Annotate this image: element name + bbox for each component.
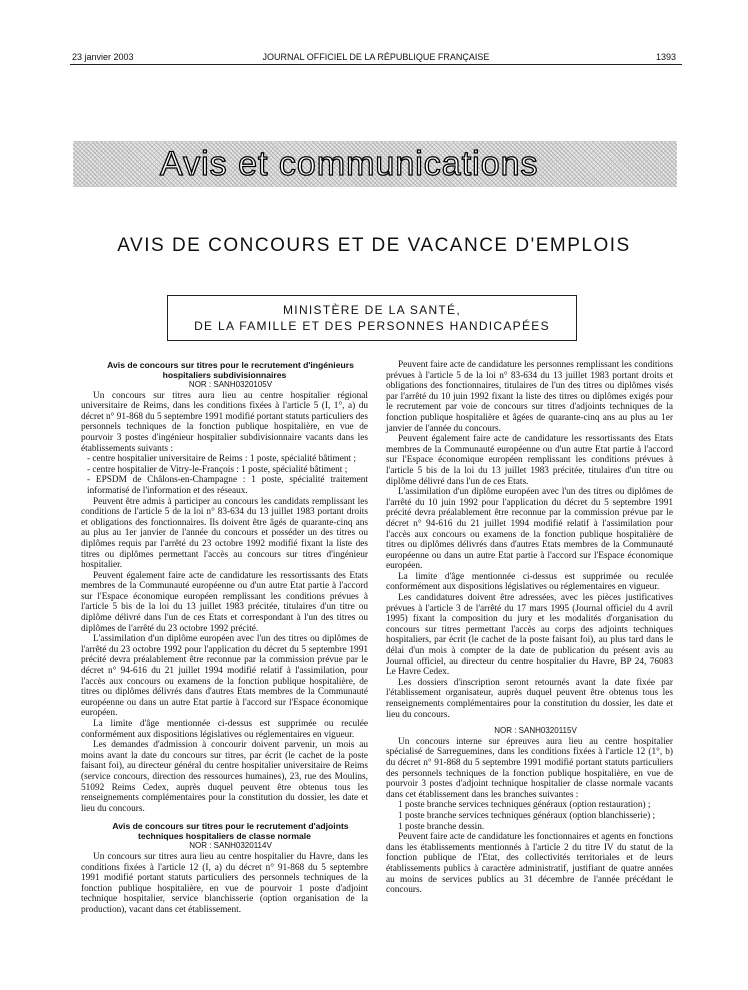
section-banner <box>73 141 677 187</box>
right-column <box>386 360 673 896</box>
nor-reference-2: NOR : SANH0320114V <box>189 841 272 851</box>
list-item: 1 poste branche services techniques généraux (option blanchisserie) ; <box>398 810 656 821</box>
paragraph: L'assimilation d'un diplôme européen avec l'un des titres ou diplômes de l'arrêté du 10 juin 1992 pour l'application du décret du 5 septembre 1991 précité devra préalablement être reconnue par la commission prévue par le décret n° 94-616 du 21 juillet 1994 modifié relatif à l'assimilation pour l'accès aux concours ou examens de la fonction publique hospitalière de titres ou diplômes délivrés dans d'autres Etats membres de la Communauté européenne ou dans un autre Etat partie à l'accord sur l'Espace économique européen. <box>386 487 673 572</box>
list-item: - EPSDM de Châlons-en-Champagne : 1 poste, spécialité traitement informatisé de l'information et des réseaux. <box>87 475 368 496</box>
paragraph: Les demandes d'admission à concourir doivent parvenir, un mois au moins avant la date du concours sur titres, par écrit (le cachet de la poste faisant foi), au directeur général du centre hospitalier universitaire de Reims (service concours, direction des ressources humaines), 23, rue des Moulins, 51092 Reims Cedex, auprès duquel peuvent être obtenus tous les renseignements complémentaires pour la constitution du dossier, les date et lieu du concours. <box>81 740 368 814</box>
header-journal-title: JOURNAL OFFICIEL DE LA RÉPUBLIQUE FRANÇAISE <box>262 52 490 62</box>
notice-title-1: Avis de concours sur titres pour le recrutement d'ingénieurs hospitaliers subdivisionnaires <box>107 360 354 380</box>
page-header <box>70 50 682 65</box>
section-title: AVIS DE CONCOURS ET DE VACANCE D'EMPLOIS <box>117 235 631 256</box>
paragraph: L'assimilation d'un diplôme européen avec l'un des titres ou diplômes de l'arrêté du 23 octobre 1992 pour l'application du décret du 5 septembre 1991 précité devra préalablement être reconnue par la commission prévue par le décret n° 94-616 du 21 juillet 1994 modifié relatif à l'assimilation, pour l'accès aux concours ou examens de la fonction publique hospitalière, de titres ou diplômes délivrés dans d'autres Etats membres de la Communauté européenne ou dans un autre Etat partie à l'accord sur l'Espace économique européen. <box>81 634 368 719</box>
paragraph: La limite d'âge mentionnée ci-dessus est supprimée ou reculée conformément aux dispositions législatives ou réglementaires en vigueur. <box>386 571 673 593</box>
paragraph: Un concours sur titres aura lieu au centre hospitalier du Havre, dans les conditions fixées à l'article 12 (I, a) du décret n° 91-868 du 5 septembre 1991 modifié portant statuts particuliers des personnels techniques de la fonction publique hospitalière, en vue de pourvoir 1 poste d'adjoint technique hospitalier, service blanchisserie (option organisation de la production), vacant dans cet établissement. <box>81 851 368 915</box>
nor-reference-3: NOR : SANH0320115V <box>494 726 577 736</box>
paragraph: Un concours sur titres aura lieu au centre hospitalier régional universitaire de Reims, dans les conditions fixées à l'article 5 (I, 1°, a) du décret n° 91-868 du 5 septembre 1991 modifié portant statuts particuliers des personnels techniques de la fonction publique hospitalière, en vue de pourvoir 3 postes d'ingénieur hospitalier subdivisionnaire vacants dans les établissements suivants : <box>81 390 368 454</box>
notice-title-2: Avis de concours sur titres pour le recrutement d'adjoints techniques hospitaliers de classe normale <box>112 821 349 842</box>
list-item: - centre hospitalier universitaire de Reims : 1 poste, spécialité bâtiment ; <box>87 454 357 465</box>
ministry-box <box>167 295 577 341</box>
paragraph: Peuvent faire acte de candidature les personnes remplissant les conditions prévues à l'article 5 de la loi n° 83-634 du 13 juillet 1983 portant droits et obligations des fonctionnaires, titulaires de l'un des titres ou diplômes visés par l'arrêté du 10 juin 1992 fixant la liste des titres ou diplômes exigés pour le recrutement par voie de concours sur titres d'adjoints techniques de la fonction publique hospitalière et âgées de quarante-cinq ans au plus au 1er janvier de l'année du concours. <box>386 360 673 434</box>
banner-title: Avis et communications <box>160 145 539 183</box>
list-item: 1 poste branche dessin. <box>398 821 485 832</box>
ministry-line-1: MINISTÈRE DE LA SANTÉ, <box>283 303 461 317</box>
list-item: - centre hospitalier de Vitry-le-François : 1 poste, spécialité bâtiment ; <box>87 464 348 475</box>
paragraph: Peuvent également faire acte de candidature les ressortissants des Etats membres de la Communauté européenne ou d'un autre Etat partie à l'accord sur l'Espace économique européen remplissant les conditions prévues à l'article 5 bis de la loi du 13 juillet 1983 précitée, titulaires d'un titre ou diplôme délivré dans l'un de ces Etats et correspondant à l'un des titres ou diplômes de l'arrêté du 23 octobre 1992 précité. <box>81 570 368 634</box>
ministry-line-2: DE LA FAMILLE ET DES PERSONNES HANDICAPÉES <box>194 319 550 333</box>
paragraph: Peuvent être admis à participer au concours les candidats remplissant les conditions de l'article 5 de la loi n° 83-634 du 13 juillet 1983 portant droits et obligations des fonctionnaires. Ils doivent être âgés de quarante-cinq ans au plus au 1er janvier de l'année du concours et posséder un des titres ou diplômes requis par l'arrêté du 23 octobre 1992 modifié fixant la liste des titres ou diplômes permettant l'accès au concours sur titres d'ingénieur hospitalier. <box>81 496 368 571</box>
list-item: 1 poste branche services techniques généraux (option restauration) ; <box>398 800 651 811</box>
header-date: 23 janvier 2003 <box>72 52 134 62</box>
paragraph: Peuvent également faire acte de candidature les ressortissants des Etats membres de la Communauté européenne ou d'un autre Etat partie à l'accord sur l'Espace économique européen remplissant les conditions prévues à l'article 5 bis de la loi du 13 juillet 1983 précitée, titulaires d'un titre ou diplôme délivré dans l'un de ces Etats. <box>386 434 673 487</box>
paragraph: Peuvent faire acte de candidature les fonctionnaires et agents en fonctions dans les établissements mentionnés à l'article 2 du titre IV du statut de la fonction publique de l'Etat, des collectivités territoriales et de leurs établissements publics à caractère administratif, justifiant de quatre années au moins de services publics au 31 décembre de l'année précédant le concours. <box>386 832 673 896</box>
paragraph: Un concours interne sur épreuves aura lieu au centre hospitalier spécialisé de Sarreguemines, dans les conditions fixées à l'article 12 (1°, b) du décret n° 91-868 du 5 septembre 1991 modifié portant statuts particuliers des personnels techniques de la fonction publique hospitalière, en vue de pourvoir 3 postes d'adjoint technique hospitalier de classe normale vacants dans cet établissement dans les branches suivantes : <box>386 736 673 800</box>
left-column <box>81 360 368 916</box>
paragraph: Les dossiers d'inscription seront retournés avant la date fixée par l'établissement organisateur, auprès duquel peuvent être obtenus tous les renseignements complémentaires pour la constitution du dossier, les date et lieu du concours. <box>386 677 673 720</box>
paragraph: La limite d'âge mentionnée ci-dessus est supprimée ou reculée conformément aux dispositions législatives ou réglementaires en vigueur. <box>81 719 368 740</box>
paragraph: Les candidatures doivent être adressées, avec les pièces justificatives prévues à l'article 3 de l'arrêté du 17 mars 1995 (Journal officiel du 4 avril 1995) fixant la composition du jury et les modalités d'organisation du concours sur titres permettant l'accès au corps des adjoints techniques hospitaliers, par écrit (le cachet de la poste faisant foi), au plus tard dans le délai d'un mois à compter de la date de publication du présent avis au Journal officiel, au directeur du centre hospitalier du Havre, BP 24, 76083 Le Havre Cedex. <box>386 593 673 678</box>
header-page-number: 1393 <box>655 52 676 62</box>
nor-reference-1: NOR : SANH0320105V <box>188 380 273 389</box>
